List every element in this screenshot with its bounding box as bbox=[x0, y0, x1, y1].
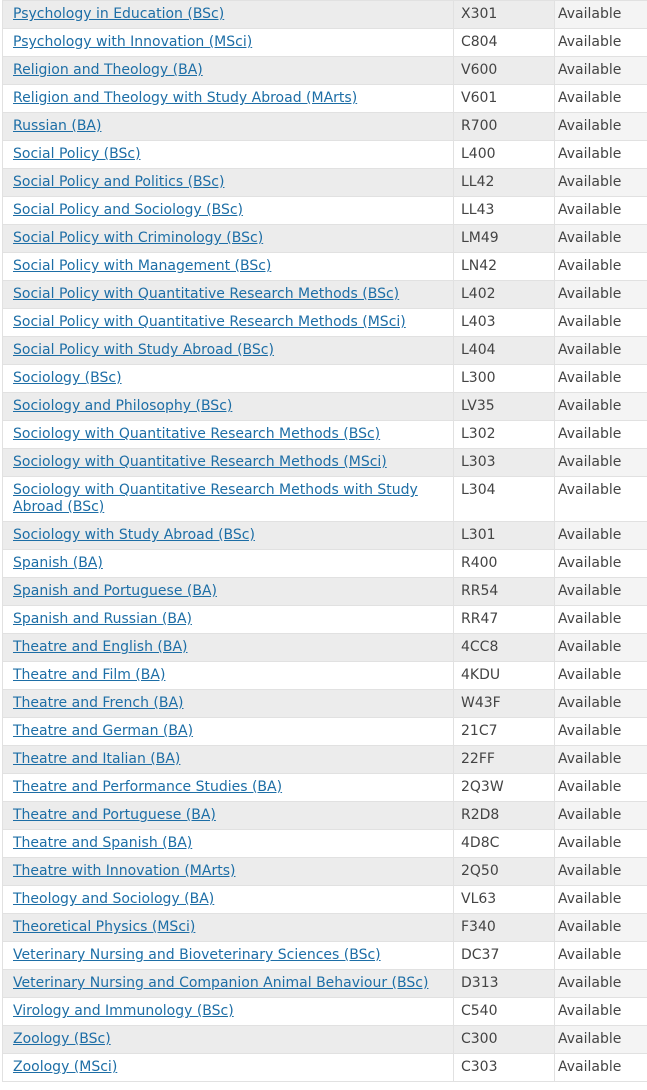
availability-status-cell: Available bbox=[555, 802, 647, 830]
table-row bbox=[3, 449, 647, 477]
course-code-cell: 4CC8 bbox=[454, 634, 555, 662]
course-title-cell bbox=[3, 365, 454, 393]
course-title-cell bbox=[3, 197, 454, 225]
course-code-cell: L400 bbox=[454, 141, 555, 169]
table-row bbox=[3, 85, 647, 113]
course-code-cell: LL42 bbox=[454, 169, 555, 197]
course-title-cell bbox=[3, 421, 454, 449]
course-code-cell: L404 bbox=[454, 337, 555, 365]
course-link[interactable]: Theatre and Film (BA) bbox=[13, 667, 166, 683]
course-code-cell: 2Q3W bbox=[454, 774, 555, 802]
course-title-cell bbox=[3, 914, 454, 942]
course-link[interactable]: Theatre and Portuguese (BA) bbox=[13, 807, 216, 823]
table-row bbox=[3, 29, 647, 57]
course-title-cell bbox=[3, 634, 454, 662]
course-code-cell: R400 bbox=[454, 550, 555, 578]
course-link[interactable]: Social Policy and Politics (BSc) bbox=[13, 174, 225, 190]
course-title-cell bbox=[3, 1026, 454, 1054]
table-row bbox=[3, 281, 647, 309]
course-code-cell: 2Q50 bbox=[454, 858, 555, 886]
course-code-cell: L301 bbox=[454, 522, 555, 550]
course-code-cell: R700 bbox=[454, 113, 555, 141]
availability-status-cell: Available bbox=[555, 578, 647, 606]
course-title-cell bbox=[3, 141, 454, 169]
course-title-cell bbox=[3, 225, 454, 253]
table-row bbox=[3, 718, 647, 746]
availability-status-cell: Available bbox=[555, 886, 647, 914]
course-code-cell: L300 bbox=[454, 365, 555, 393]
table-row bbox=[3, 858, 647, 886]
course-title-cell bbox=[3, 606, 454, 634]
course-title-cell bbox=[3, 85, 454, 113]
availability-status-cell: Available bbox=[555, 1054, 647, 1082]
course-code-cell: RR47 bbox=[454, 606, 555, 634]
availability-status-cell: Available bbox=[555, 718, 647, 746]
course-link[interactable]: Spanish and Russian (BA) bbox=[13, 611, 192, 627]
course-title-cell bbox=[3, 578, 454, 606]
course-title-cell bbox=[3, 169, 454, 197]
course-title-cell bbox=[3, 970, 454, 998]
table-row bbox=[3, 477, 647, 522]
availability-status-cell: Available bbox=[555, 449, 647, 477]
availability-status-cell: Available bbox=[555, 1026, 647, 1054]
course-title-cell bbox=[3, 57, 454, 85]
courses-table-body bbox=[3, 1, 647, 1082]
course-code-cell: 4KDU bbox=[454, 662, 555, 690]
course-title-cell bbox=[3, 113, 454, 141]
availability-status-cell: Available bbox=[555, 522, 647, 550]
table-row bbox=[3, 197, 647, 225]
table-row bbox=[3, 998, 647, 1026]
course-code-cell: W43F bbox=[454, 690, 555, 718]
course-title-cell bbox=[3, 550, 454, 578]
course-link[interactable]: Theatre and Performance Studies (BA) bbox=[13, 779, 283, 795]
course-link[interactable]: Theatre and Spanish (BA) bbox=[13, 835, 193, 851]
availability-status-cell: Available bbox=[555, 690, 647, 718]
course-code-cell: DC37 bbox=[454, 942, 555, 970]
availability-status-cell: Available bbox=[555, 29, 647, 57]
course-link[interactable]: Sociology with Quantitative Research Methods with Study Abroad (BSc) bbox=[13, 482, 418, 515]
course-code-cell: L302 bbox=[454, 421, 555, 449]
availability-status-cell: Available bbox=[555, 225, 647, 253]
course-code-cell: L304 bbox=[454, 477, 555, 522]
course-code-cell: R2D8 bbox=[454, 802, 555, 830]
availability-status-cell: Available bbox=[555, 421, 647, 449]
course-link[interactable]: Veterinary Nursing and Companion Animal Behaviour (BSc) bbox=[13, 975, 429, 991]
course-link[interactable]: Religion and Theology (BA) bbox=[13, 62, 203, 78]
availability-status-cell: Available bbox=[555, 113, 647, 141]
course-title-cell bbox=[3, 1, 454, 29]
course-code-cell: C540 bbox=[454, 998, 555, 1026]
course-title-cell bbox=[3, 253, 454, 281]
course-link[interactable]: Zoology (MSci) bbox=[13, 1059, 118, 1075]
table-row bbox=[3, 522, 647, 550]
availability-status-cell: Available bbox=[555, 393, 647, 421]
course-title-cell bbox=[3, 830, 454, 858]
course-code-cell: LL43 bbox=[454, 197, 555, 225]
table-row bbox=[3, 970, 647, 998]
availability-status-cell: Available bbox=[555, 1, 647, 29]
table-row bbox=[3, 1054, 647, 1082]
availability-status-cell: Available bbox=[555, 337, 647, 365]
course-link[interactable]: Theatre with Innovation (MArts) bbox=[13, 863, 236, 879]
course-title-cell bbox=[3, 718, 454, 746]
availability-status-cell: Available bbox=[555, 57, 647, 85]
course-title-cell bbox=[3, 746, 454, 774]
table-row bbox=[3, 421, 647, 449]
course-title-cell bbox=[3, 942, 454, 970]
course-title-cell bbox=[3, 690, 454, 718]
course-code-cell: L303 bbox=[454, 449, 555, 477]
availability-status-cell: Available bbox=[555, 774, 647, 802]
availability-status-cell: Available bbox=[555, 858, 647, 886]
table-row bbox=[3, 914, 647, 942]
course-link[interactable]: Social Policy and Sociology (BSc) bbox=[13, 202, 244, 218]
course-title-cell bbox=[3, 662, 454, 690]
course-link[interactable]: Theology and Sociology (BA) bbox=[13, 891, 215, 907]
table-row bbox=[3, 690, 647, 718]
course-link[interactable]: Theatre and Italian (BA) bbox=[13, 751, 181, 767]
course-code-cell: V601 bbox=[454, 85, 555, 113]
course-code-cell: 22FF bbox=[454, 746, 555, 774]
course-code-cell: RR54 bbox=[454, 578, 555, 606]
course-title-cell bbox=[3, 774, 454, 802]
course-code-cell: 21C7 bbox=[454, 718, 555, 746]
table-row bbox=[3, 830, 647, 858]
course-link[interactable]: Virology and Immunology (BSc) bbox=[13, 1003, 234, 1019]
course-link[interactable]: Psychology in Education (BSc) bbox=[13, 6, 225, 22]
course-link[interactable]: Spanish (BA) bbox=[13, 555, 103, 571]
availability-status-cell: Available bbox=[555, 281, 647, 309]
availability-status-cell: Available bbox=[555, 634, 647, 662]
table-row bbox=[3, 337, 647, 365]
course-link[interactable]: Psychology with Innovation (MSci) bbox=[13, 34, 253, 50]
table-row bbox=[3, 550, 647, 578]
table-row bbox=[3, 886, 647, 914]
course-link[interactable]: Social Policy with Study Abroad (BSc) bbox=[13, 342, 274, 358]
course-code-cell: L402 bbox=[454, 281, 555, 309]
course-link[interactable]: Theoretical Physics (MSci) bbox=[13, 919, 196, 935]
table-row bbox=[3, 393, 647, 421]
course-link[interactable]: Social Policy with Quantitative Research Methods (MSci) bbox=[13, 314, 406, 330]
course-link[interactable]: Theatre and English (BA) bbox=[13, 639, 188, 655]
course-title-cell bbox=[3, 281, 454, 309]
table-row bbox=[3, 57, 647, 85]
course-link[interactable]: Zoology (BSc) bbox=[13, 1031, 111, 1047]
table-row bbox=[3, 141, 647, 169]
course-link[interactable]: Veterinary Nursing and Bioveterinary Sciences (BSc) bbox=[13, 947, 381, 963]
table-row bbox=[3, 1026, 647, 1054]
course-code-cell: 4D8C bbox=[454, 830, 555, 858]
availability-status-cell: Available bbox=[555, 253, 647, 281]
course-title-cell bbox=[3, 393, 454, 421]
course-title-cell bbox=[3, 1054, 454, 1082]
course-title-cell bbox=[3, 309, 454, 337]
availability-status-cell: Available bbox=[555, 830, 647, 858]
course-code-cell: C303 bbox=[454, 1054, 555, 1082]
table-row bbox=[3, 634, 647, 662]
course-code-cell: F340 bbox=[454, 914, 555, 942]
availability-status-cell: Available bbox=[555, 365, 647, 393]
course-link[interactable]: Religion and Theology with Study Abroad (MArts) bbox=[13, 90, 358, 106]
table-row bbox=[3, 169, 647, 197]
course-title-cell bbox=[3, 998, 454, 1026]
course-code-cell: LN42 bbox=[454, 253, 555, 281]
course-title-cell bbox=[3, 477, 454, 522]
table-row bbox=[3, 802, 647, 830]
table-row bbox=[3, 309, 647, 337]
course-link[interactable]: Spanish and Portuguese (BA) bbox=[13, 583, 217, 599]
course-title-cell bbox=[3, 858, 454, 886]
course-link[interactable]: Sociology (BSc) bbox=[13, 370, 122, 386]
course-title-cell bbox=[3, 449, 454, 477]
table-row bbox=[3, 606, 647, 634]
course-code-cell: X301 bbox=[454, 1, 555, 29]
table-row bbox=[3, 578, 647, 606]
availability-status-cell: Available bbox=[555, 606, 647, 634]
availability-status-cell: Available bbox=[555, 85, 647, 113]
course-link[interactable]: Sociology and Philosophy (BSc) bbox=[13, 398, 233, 414]
availability-status-cell: Available bbox=[555, 309, 647, 337]
courses-table bbox=[2, 0, 647, 1082]
availability-status-cell: Available bbox=[555, 141, 647, 169]
availability-status-cell: Available bbox=[555, 970, 647, 998]
table-row bbox=[3, 746, 647, 774]
course-link[interactable]: Social Policy (BSc) bbox=[13, 146, 141, 162]
course-code-cell: C300 bbox=[454, 1026, 555, 1054]
course-link[interactable]: Theatre and French (BA) bbox=[13, 695, 184, 711]
course-code-cell: D313 bbox=[454, 970, 555, 998]
course-link[interactable]: Russian (BA) bbox=[13, 118, 102, 134]
course-link[interactable]: Sociology with Quantitative Research Methods (MSci) bbox=[13, 454, 387, 470]
course-code-cell: VL63 bbox=[454, 886, 555, 914]
availability-status-cell: Available bbox=[555, 998, 647, 1026]
course-code-cell: L403 bbox=[454, 309, 555, 337]
table-row bbox=[3, 365, 647, 393]
availability-status-cell: Available bbox=[555, 942, 647, 970]
course-code-cell: V600 bbox=[454, 57, 555, 85]
table-row bbox=[3, 253, 647, 281]
course-link[interactable]: Social Policy with Quantitative Research Methods (BSc) bbox=[13, 286, 400, 302]
course-title-cell bbox=[3, 886, 454, 914]
availability-status-cell: Available bbox=[555, 746, 647, 774]
course-title-cell bbox=[3, 802, 454, 830]
course-code-cell: LM49 bbox=[454, 225, 555, 253]
course-link[interactable]: Social Policy with Management (BSc) bbox=[13, 258, 272, 274]
course-code-cell: LV35 bbox=[454, 393, 555, 421]
course-code-cell: C804 bbox=[454, 29, 555, 57]
availability-status-cell: Available bbox=[555, 662, 647, 690]
course-link[interactable]: Sociology with Quantitative Research Methods (BSc) bbox=[13, 426, 381, 442]
course-link[interactable]: Social Policy with Criminology (BSc) bbox=[13, 230, 264, 246]
course-link[interactable]: Sociology with Study Abroad (BSc) bbox=[13, 527, 255, 543]
availability-status-cell: Available bbox=[555, 477, 647, 522]
course-title-cell bbox=[3, 522, 454, 550]
table-row bbox=[3, 113, 647, 141]
table-row bbox=[3, 662, 647, 690]
table-row bbox=[3, 942, 647, 970]
availability-status-cell: Available bbox=[555, 914, 647, 942]
table-row bbox=[3, 774, 647, 802]
table-row bbox=[3, 1, 647, 29]
availability-status-cell: Available bbox=[555, 169, 647, 197]
course-link[interactable]: Theatre and German (BA) bbox=[13, 723, 194, 739]
table-row bbox=[3, 225, 647, 253]
course-title-cell bbox=[3, 29, 454, 57]
availability-status-cell: Available bbox=[555, 197, 647, 225]
availability-status-cell: Available bbox=[555, 550, 647, 578]
course-title-cell bbox=[3, 337, 454, 365]
